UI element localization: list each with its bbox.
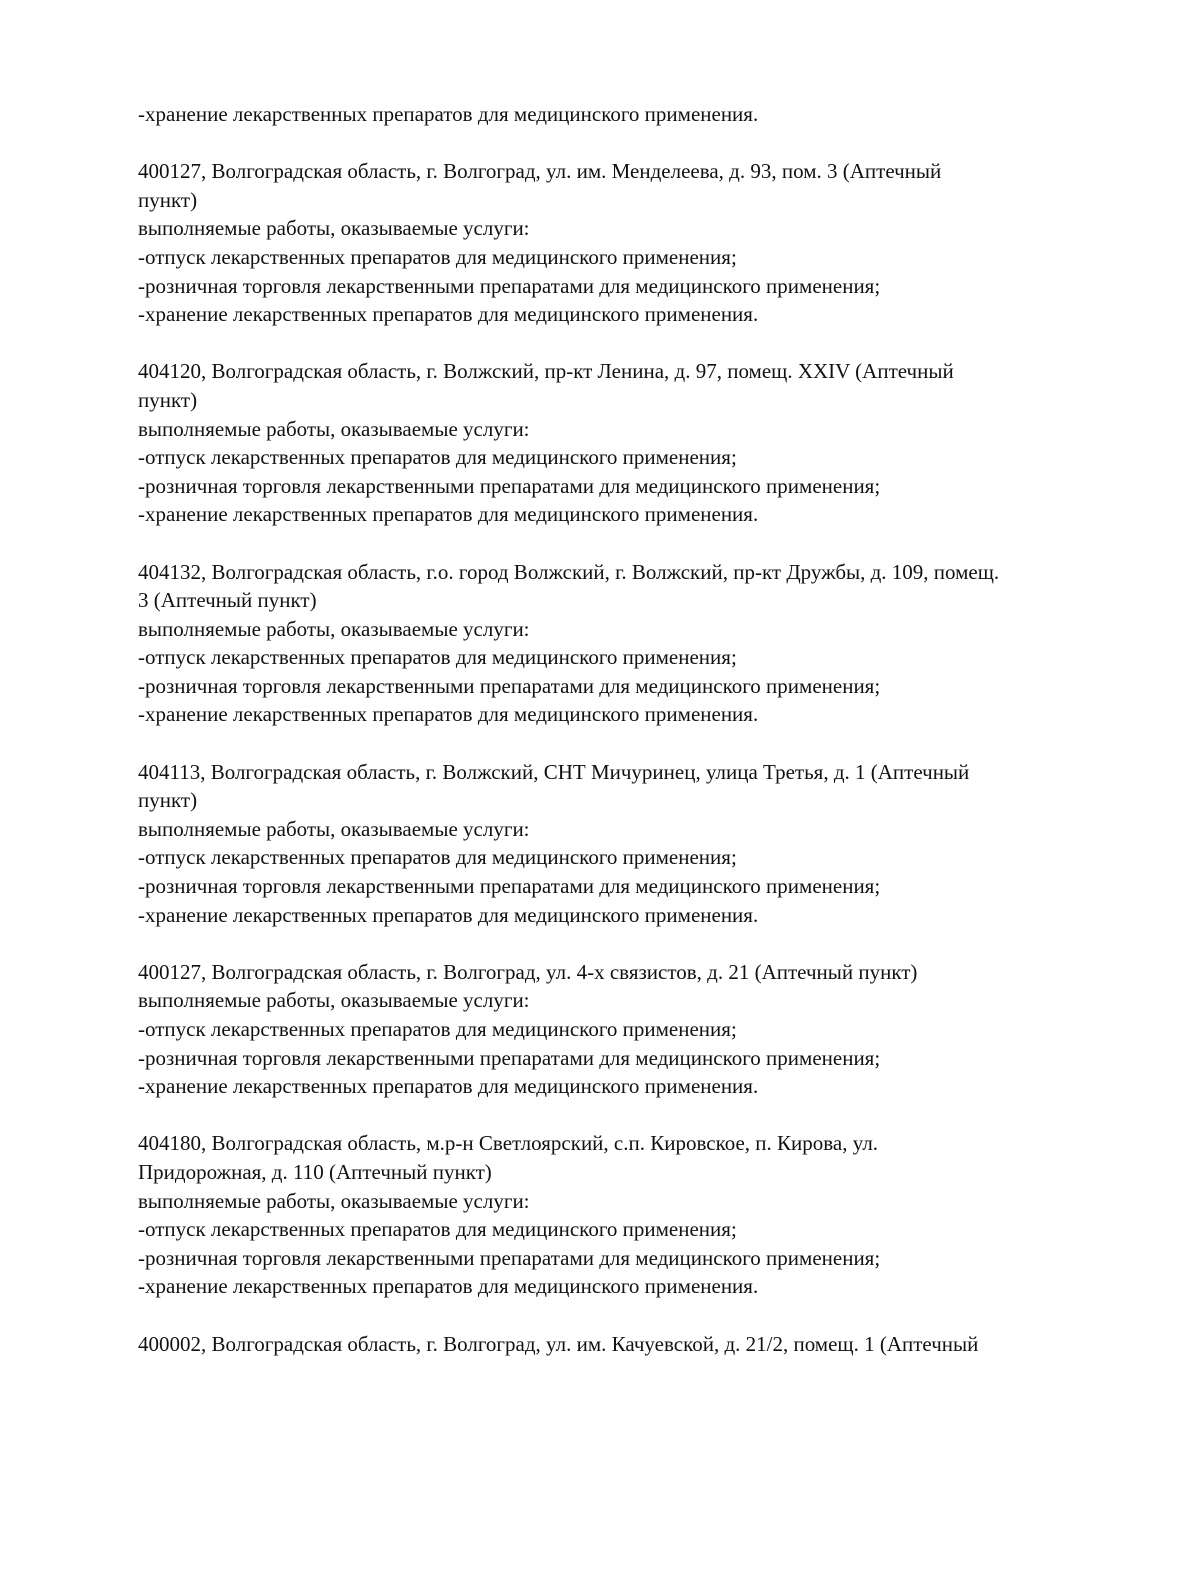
address-line: 400127, Волгоградская область, г. Волгоград, ул. 4-х связистов, д. 21 (Аптечный пункт) [138,959,918,984]
service-item: -розничная торговля лекарственными препаратами для медицинского применения; [138,1045,881,1070]
license-entry [138,157,1128,329]
license-entry [138,357,1128,529]
service-item: -отпуск лекарственных препаратов для медицинского применения; [138,1017,737,1041]
services-heading: выполняемые работы, оказываемые услуги: [138,416,530,441]
paragraph-gap [138,929,1128,958]
service-item: -хранение лекарственных препаратов для медицинского применения. [138,1274,759,1299]
service-item: -розничная торговля лекарственными препаратами для медицинского применения; [138,473,881,498]
document-page [138,100,1128,1358]
service-item: -хранение лекарственных препаратов для медицинского применения. [138,502,759,527]
paragraph-gap [138,129,1128,158]
address-line: 404113, Волгоградская область, г. Волжский, СНТ Мичуринец, улица Третья, д. 1 (Аптечный [138,759,970,784]
services-heading: выполняемые работы, оказываемые услуги: [138,1188,530,1213]
paragraph-gap [138,329,1128,358]
address-line: Придорожная, д. 110 (Аптечный пункт) [138,1159,492,1184]
address-line: 3 (Аптечный пункт) [138,588,317,613]
address-line: 404180, Волгоградская область, м.р-н Светлоярский, с.п. Кировское, п. Кирова, ул. [138,1131,879,1156]
address-line: пункт) [138,387,198,412]
intro-line: -хранение лекарственных препаратов для медицинского применения. [138,102,759,126]
service-item: -отпуск лекарственных препаратов для медицинского применения; [138,645,737,670]
service-item: -отпуск лекарственных препаратов для медицинского применения; [138,244,737,269]
final-address-line: 400002, Волгоградская область, г. Волгоград, ул. им. Качуевской, д. 21/2, помещ. 1 (Аптечный [138,1331,979,1356]
license-entry [138,758,1128,930]
service-item: -хранение лекарственных препаратов для медицинского применения. [138,702,759,727]
address-line: пункт) [138,187,198,212]
service-item: -хранение лекарственных препаратов для медицинского применения. [138,1074,759,1099]
service-item: -отпуск лекарственных препаратов для медицинского применения; [138,1217,737,1242]
services-heading: выполняемые работы, оказываемые услуги: [138,216,530,241]
address-line: пункт) [138,788,198,813]
service-item: -хранение лекарственных препаратов для медицинского применения. [138,302,759,327]
license-entry [138,958,1128,1101]
service-item: -розничная торговля лекарственными препаратами для медицинского применения; [138,273,881,298]
service-item: -хранение лекарственных препаратов для медицинского применения. [138,902,759,927]
address-line: 404132, Волгоградская область, г.о. город Волжский, г. Волжский, пр-кт Дружбы, д. 109, помещ. [138,559,1000,584]
service-item: -отпуск лекарственных препаратов для медицинского применения; [138,845,737,870]
license-entry [138,1129,1128,1301]
services-heading: выполняемые работы, оказываемые услуги: [138,616,530,641]
license-entry [138,558,1128,730]
address-line: 400127, Волгоградская область, г. Волгоград, ул. им. Менделеева, д. 93, пом. 3 (Аптечный [138,159,942,184]
services-heading: выполняемые работы, оказываемые услуги: [138,988,530,1013]
service-item: -розничная торговля лекарственными препаратами для медицинского применения; [138,673,881,698]
paragraph-gap [138,1101,1128,1130]
service-item: -розничная торговля лекарственными препаратами для медицинского применения; [138,874,881,899]
paragraph-gap [138,729,1128,758]
address-line: 404120, Волгоградская область, г. Волжский, пр-кт Ленина, д. 97, помещ. XXIV (Аптечный [138,359,954,384]
service-item: -отпуск лекарственных препаратов для медицинского применения; [138,445,737,470]
services-heading: выполняемые работы, оказываемые услуги: [138,816,530,841]
paragraph-gap [138,529,1128,558]
paragraph-gap [138,1301,1128,1330]
service-item: -розничная торговля лекарственными препаратами для медицинского применения; [138,1245,881,1270]
